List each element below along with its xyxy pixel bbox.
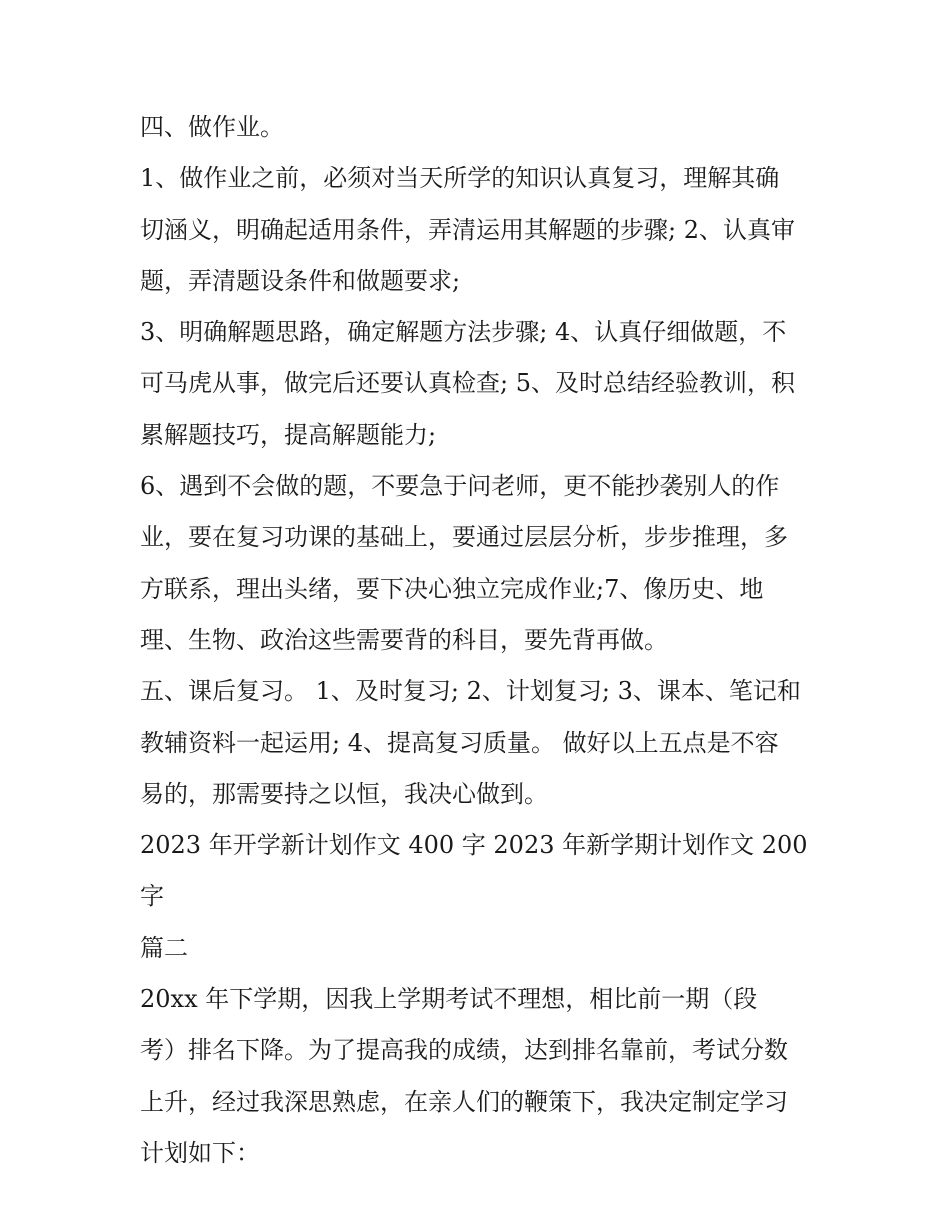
heading-homework	[140, 102, 820, 153]
text-line: 切涵义，明确起适用条件，弄清运用其解题的步骤; 2、认真审	[140, 215, 795, 244]
text-line: 计划如下：	[140, 1138, 260, 1167]
text-line: 累解题技巧，提高解题能力;	[140, 420, 437, 449]
text-line: 上升，经过我深思熟虑，在亲人们的鞭策下，我决定制定学习	[140, 1087, 788, 1116]
text-line: 2023 年开学新计划作文 400 字 2023 年新学期计划作文 200 字	[140, 831, 808, 911]
text-line: 可马虎从事，做完后还要认真检查; 5、及时总结经验教训，积	[140, 369, 795, 398]
text-line: 6、遇到不会做的题，不要急于问老师，更不能抄袭别人的作	[140, 472, 780, 501]
text-line: 20xx 年下学期，因我上学期考试不理想，相比前一期（段	[140, 985, 758, 1014]
text-line: 理、生物、政治这些需要背的科目，要先背再做。	[140, 625, 668, 654]
paragraph-homework-1	[140, 153, 820, 307]
text-line: 1、做作业之前，必须对当天所学的知识认真复习，理解其确	[140, 164, 780, 193]
text-line: 易的，那需要持之以恒，我决心做到。	[140, 779, 548, 808]
text-line: 教辅资料一起运用; 4、提高复习质量。 做好以上五点是不容	[140, 728, 779, 757]
text-line: 考）排名下降。为了提高我的成绩，达到排名靠前，考试分数	[140, 1036, 788, 1065]
text-line: 业，要在复习功课的基础上，要通过层层分析，步步推理，多	[140, 523, 788, 552]
text-line: 题，弄清题设条件和做题要求;	[140, 266, 461, 295]
paragraph-review	[140, 666, 820, 820]
text-line: 五、课后复习。 1、及时复习; 2、计划复习; 3、课本、笔记和	[140, 677, 801, 706]
paragraph-homework-3	[140, 307, 820, 461]
text-line: 四、做作业。	[140, 113, 284, 141]
text-line: 方联系，理出头绪，要下决心独立完成作业;7、像历史、地	[140, 574, 764, 603]
paragraph-intro	[140, 974, 820, 1179]
paragraph-homework-6	[140, 461, 820, 666]
document-page	[140, 102, 820, 1179]
section-title	[140, 820, 820, 974]
text-line: 篇二	[140, 933, 188, 962]
text-line: 3、明确解题思路，确定解题方法步骤; 4、认真仔细做题，不	[140, 318, 787, 347]
